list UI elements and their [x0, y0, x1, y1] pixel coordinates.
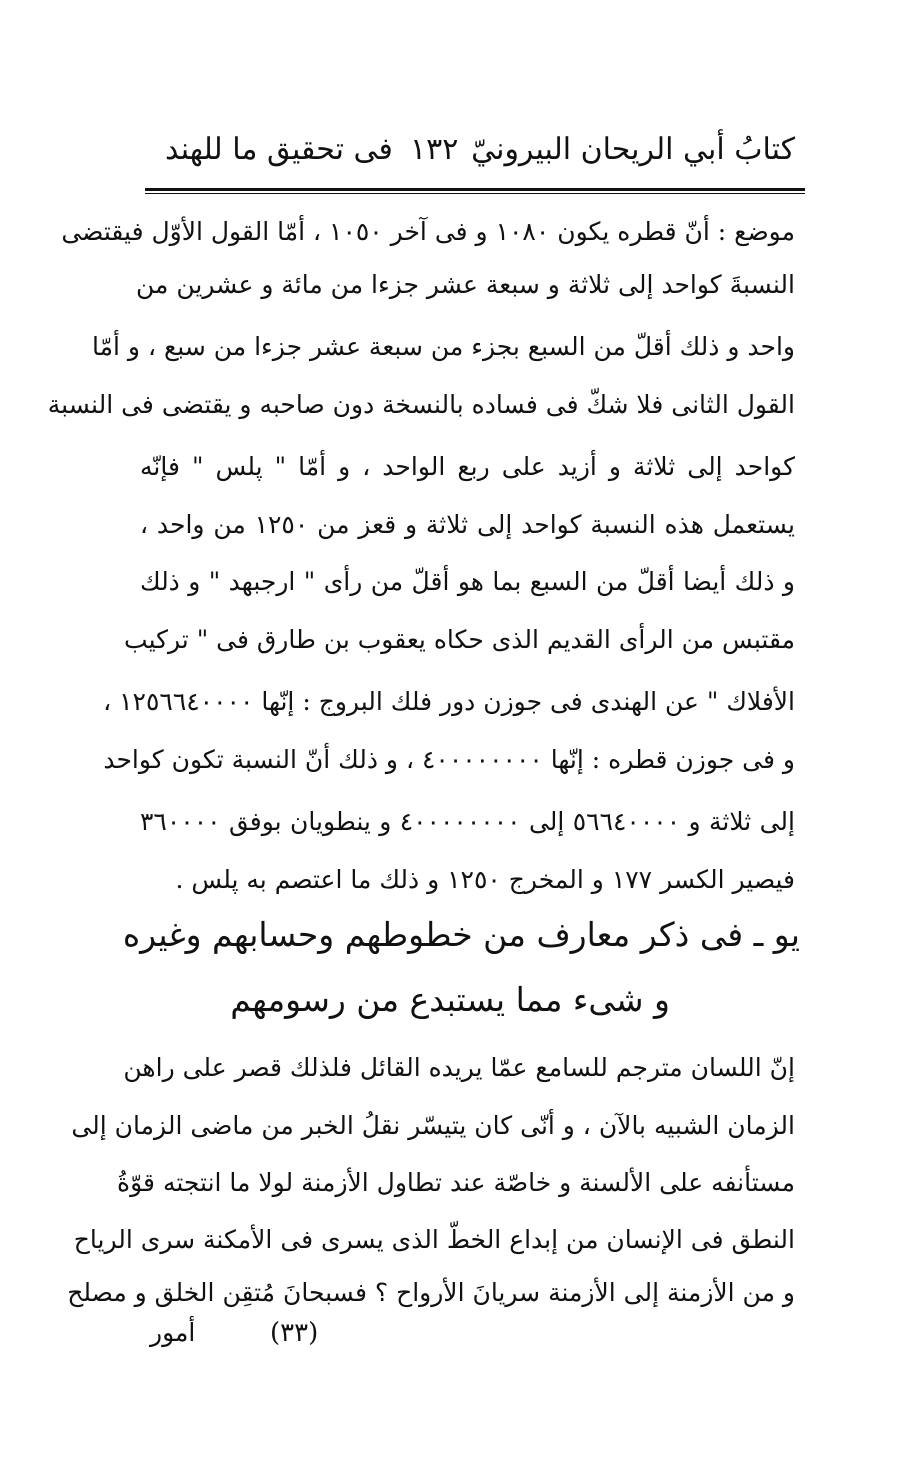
text-line: النسبةَ كواحد إلى ثلاثة و سبعة عشر جزءا من مائة و عشرين من — [136, 270, 795, 299]
text-line: مستأنفه على الألسنة و خاصّة عند تطاول الأزمنة لولا ما انتجته قوّةُ — [117, 1168, 795, 1197]
header-rule-thick — [145, 188, 805, 191]
text-line: و فى جوزن قطره : إنّها ٤٠٠٠٠٠٠٠٠ ، و ذلك أنّ النسبة تكون كواحد — [103, 745, 795, 774]
text-line: و من الأزمنة إلى الأزمنة سريانَ الأرواح ؟ فسبحانَ مُتقِن الخلق و مصلح — [67, 1278, 795, 1307]
page-footer — [140, 1318, 795, 1358]
chapter-heading-line-two: و شىء مما يستبدع من رسومهم — [230, 980, 670, 1019]
running-header — [145, 120, 795, 180]
text-line: فيصير الكسر ١٧٧ و المخرج ١٢٥٠ و ذلك ما اعتصم به پلس . — [175, 865, 795, 894]
chapter-heading-line-one: يو ـ فى ذكر معارف من خطوطهم وحسابهم وغيره — [122, 915, 800, 954]
header-rule-thin — [145, 193, 805, 194]
section-title: فى تحقيق ما للهند — [165, 132, 393, 167]
text-line: يستعمل هذه النسبة كواحد إلى ثلاثة و قعز من ١٢٥٠ من واحد ، — [140, 510, 795, 539]
text-line: القول الثانى فلا شكّ فى فساده بالنسخة دون صاحبه و يقتضى فى النسبة — [47, 390, 795, 419]
text-line: النطق فى الإنسان من إبداع الخطّ الذى يسرى فى الأمكنة سرى الرياح — [73, 1225, 795, 1254]
book-title: كتابُ أبي الريحان البيرونيّ — [471, 132, 795, 167]
signature-mark: (٣٣) — [270, 1318, 319, 1348]
text-line: مقتبس من الرأى القديم الذى حكاه يعقوب بن طارق فى " تركيب — [124, 625, 795, 654]
text-line: إلى ثلاثة و ٥٦٦٤٠٠٠٠ إلى ٤٠٠٠٠٠٠٠٠ و ينطويان بوفق ٣٦٠٠٠٠ — [140, 807, 795, 836]
text-line: واحد و ذلك أقلّ من السبع بجزء من سبعة عشر جزءا من سبع ، و أمّا — [92, 332, 795, 361]
text-line: الأفلاك " عن الهندى فى جوزن دور فلك البروج : إنّها ١٢٥٦٦٤٠٠٠٠ ، — [103, 687, 795, 716]
text-line: موضع : أنّ قطره يكون ١٠٨٠ و فى آخر ١٠٥٠ ، أمّا القول الأوّل فيقتضى — [61, 217, 795, 246]
catchword: أمور — [150, 1318, 196, 1347]
text-line: كواحد إلى ثلاثة و أزيد على ربع الواحد ، و أمّا " پلس " فإنّه — [140, 452, 795, 481]
text-line: إنّ اللسان مترجم للسامع عمّا يريده القائل فلذلك قصر على راهن — [123, 1053, 795, 1082]
page-number: ١٣٢ — [410, 132, 459, 167]
text-line: و ذلك أيضا أقلّ من السبع بما هو أقلّ من رأى " ارجبهد " و ذلك — [140, 567, 795, 596]
text-line: الزمان الشبيه بالآن ، و أنّى كان يتيسّر نقلُ الخبر من ماضى الزمان إلى — [71, 1111, 795, 1140]
